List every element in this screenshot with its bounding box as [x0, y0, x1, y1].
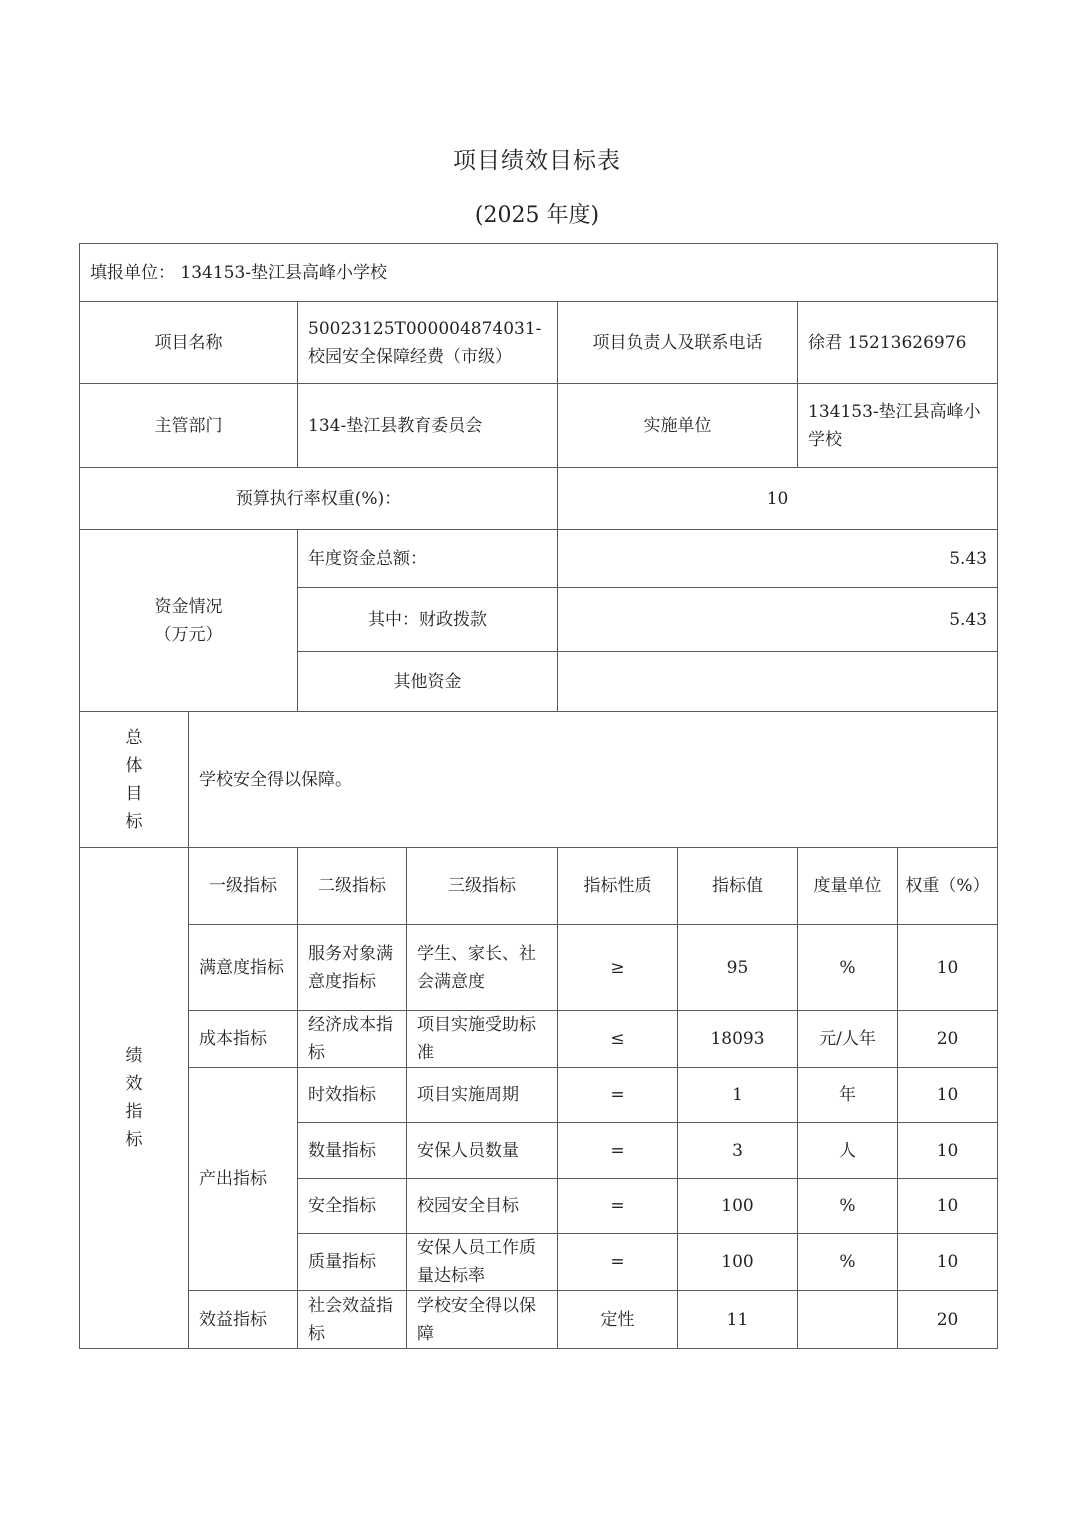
cell-weight: 10: [898, 1068, 998, 1123]
fill-unit-row: [80, 244, 998, 302]
document-title: 项目绩效目标表: [453, 148, 621, 174]
implementing-unit-value: 134153-垫江县高峰小学校: [798, 384, 998, 468]
cell-level2: 服务对象满意度指标: [298, 925, 407, 1011]
cell-unit: 人: [798, 1123, 898, 1179]
indicator-char: 标: [125, 1130, 143, 1150]
header-level2: 二级指标: [298, 848, 407, 925]
cell-nature: ≤: [558, 1011, 678, 1068]
funds-total-value: 5.43: [558, 530, 998, 588]
document-subtitle: (2025 年度): [474, 203, 600, 228]
funds-fiscal-label: 其中：财政拨款: [298, 588, 558, 652]
fill-unit-value: 134153-垫江县高峰小学校: [180, 262, 388, 283]
funds-label-line2: （万元）: [154, 624, 223, 645]
goal-char: 目: [125, 783, 143, 804]
cell-nature: =: [558, 1123, 678, 1179]
cell-unit: 元/人年: [798, 1011, 898, 1068]
funds-total-label: 年度资金总额：: [298, 530, 558, 588]
cell-weight: 10: [898, 1123, 998, 1179]
indicator-char: 效: [125, 1074, 143, 1094]
cell-value: 1: [678, 1068, 798, 1123]
goal-char: 总: [125, 727, 143, 748]
table-row: [80, 925, 998, 1011]
implementing-unit-label: 实施单位: [558, 384, 798, 468]
cell-level1: 效益指标: [189, 1291, 298, 1349]
header-nature: 指标性质: [558, 848, 678, 925]
cell-level3: 项目实施受助标准: [407, 1011, 558, 1068]
cell-nature: 定性: [558, 1291, 678, 1349]
cell-level2: 安全指标: [298, 1179, 407, 1234]
cell-nature: =: [558, 1234, 678, 1291]
fill-unit-cell: [80, 244, 998, 302]
cell-nature: =: [558, 1068, 678, 1123]
cell-value: 11: [678, 1291, 798, 1349]
cell-weight: 10: [898, 925, 998, 1011]
fill-unit-label: 填报单位：: [90, 262, 175, 283]
indicator-char: 绩: [125, 1046, 143, 1066]
cell-level3: 学校安全得以保障: [407, 1291, 558, 1349]
cell-level2: 时效指标: [298, 1068, 407, 1123]
table-row: [80, 1291, 998, 1349]
cell-unit: %: [798, 1179, 898, 1234]
funds-fiscal-value: 5.43: [558, 588, 998, 652]
project-name-value: 50023125T000004874031-校园安全保障经费（市级）: [298, 302, 558, 384]
overall-goal-text: 学校安全得以保障。: [189, 712, 998, 848]
cell-level2: 社会效益指标: [298, 1291, 407, 1349]
funds-other-value: [558, 652, 998, 712]
table-row: [80, 1011, 998, 1068]
header-weight: 权重（%）: [898, 848, 998, 925]
cell-level1: 满意度指标: [189, 925, 298, 1011]
project-name-label: 项目名称: [80, 302, 298, 384]
header-unit: 度量单位: [798, 848, 898, 925]
cell-level3: 学生、家长、社会满意度: [407, 925, 558, 1011]
budget-rate-label: 预算执行率权重(%)：: [80, 468, 558, 530]
overall-goal-label: [80, 712, 189, 848]
indicator-header-row: [80, 848, 998, 925]
funds-label-line1: 资金情况: [154, 596, 223, 617]
cell-value: 3: [678, 1123, 798, 1179]
cell-level2: 质量指标: [298, 1234, 407, 1291]
cell-level1: 成本指标: [189, 1011, 298, 1068]
indicator-char: 指: [125, 1102, 143, 1122]
funds-total-row: [80, 530, 998, 588]
funds-other-label: 其他资金: [298, 652, 558, 712]
project-name-row: [80, 302, 998, 384]
department-label: 主管部门: [80, 384, 298, 468]
cell-weight: 20: [898, 1291, 998, 1349]
cell-value: 18093: [678, 1011, 798, 1068]
cell-unit: %: [798, 1234, 898, 1291]
header-level3: 三级指标: [407, 848, 558, 925]
goal-char: 标: [125, 811, 143, 832]
budget-rate-row: [80, 468, 998, 530]
cell-unit: %: [798, 925, 898, 1011]
budget-rate-value: 10: [558, 468, 998, 530]
cell-value: 100: [678, 1179, 798, 1234]
cell-weight: 20: [898, 1011, 998, 1068]
project-leader-value: 徐君 15213626976: [798, 302, 998, 384]
cell-level3: 项目实施周期: [407, 1068, 558, 1123]
department-value: 134-垫江县教育委员会: [298, 384, 558, 468]
cell-level2: 经济成本指标: [298, 1011, 407, 1068]
performance-target-table: [79, 243, 998, 1349]
goal-char: 体: [125, 755, 143, 776]
project-leader-label: 项目负责人及联系电话: [558, 302, 798, 384]
cell-value: 95: [678, 925, 798, 1011]
overall-goal-row: [80, 712, 998, 848]
indicators-label: [80, 848, 189, 1349]
funds-label: [80, 530, 298, 712]
header-level1: 一级指标: [189, 848, 298, 925]
cell-level3: 安保人员数量: [407, 1123, 558, 1179]
header-value: 指标值: [678, 848, 798, 925]
cell-weight: 10: [898, 1234, 998, 1291]
cell-nature: =: [558, 1179, 678, 1234]
table-row: [80, 1068, 998, 1123]
cell-unit: 年: [798, 1068, 898, 1123]
cell-level1: 产出指标: [189, 1068, 298, 1291]
cell-unit: [798, 1291, 898, 1349]
cell-value: 100: [678, 1234, 798, 1291]
cell-level3: 校园安全目标: [407, 1179, 558, 1234]
cell-level2: 数量指标: [298, 1123, 407, 1179]
cell-weight: 10: [898, 1179, 998, 1234]
cell-nature: ≥: [558, 925, 678, 1011]
department-row: [80, 384, 998, 468]
cell-level3: 安保人员工作质量达标率: [407, 1234, 558, 1291]
